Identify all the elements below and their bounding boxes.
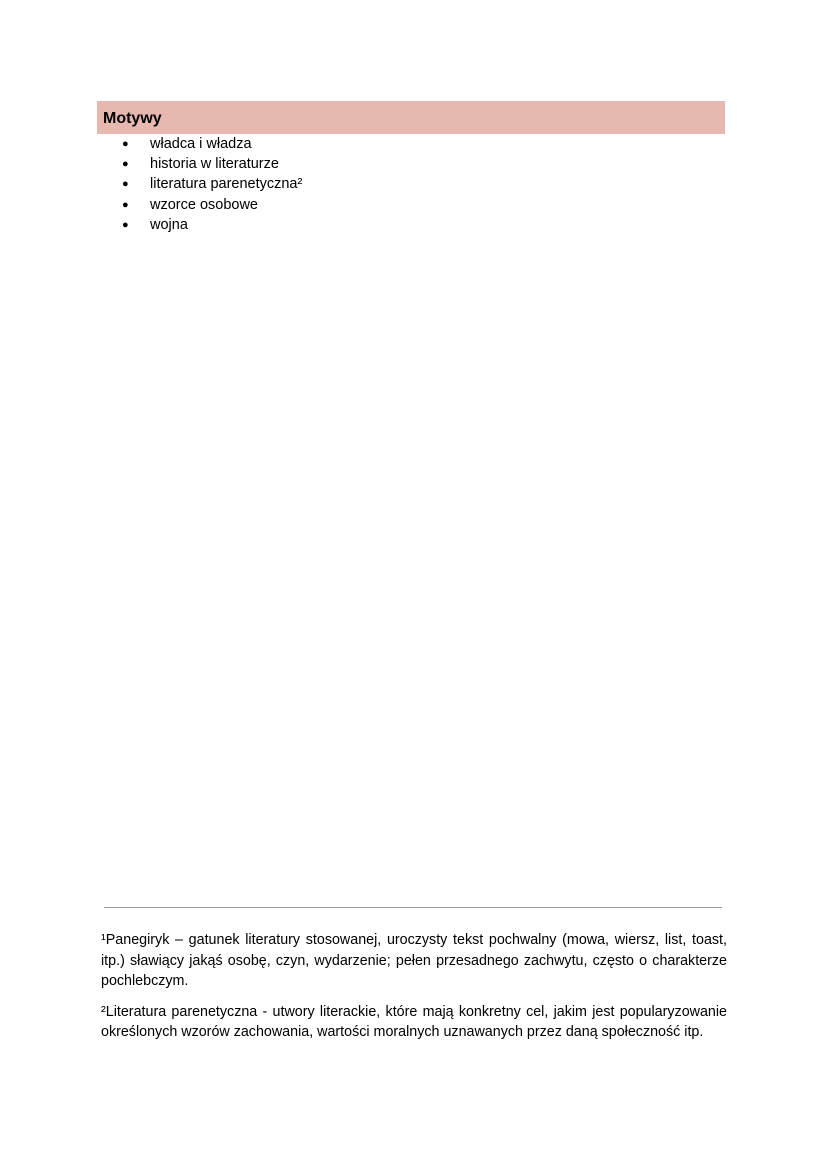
bullet-icon: ● bbox=[122, 198, 129, 211]
footnote-divider bbox=[104, 907, 722, 908]
motif-list bbox=[122, 134, 302, 235]
footnote-literatura-parenetyczna: ²Literatura parenetyczna - utwory literackie, które mają konkretny cel, jakim jest popularyzowanie określonych wzorów zachowania, wartości moralnych uznawanych przez daną społeczność itp. bbox=[101, 1003, 727, 1040]
bullet-icon: ● bbox=[122, 218, 129, 231]
section-header-motywy bbox=[97, 101, 725, 134]
list-item-text: władca i władza bbox=[150, 135, 252, 152]
list-item bbox=[122, 195, 302, 215]
list-item bbox=[122, 134, 302, 154]
list-item-text: wzorce osobowe bbox=[150, 196, 258, 213]
bullet-icon: ● bbox=[122, 137, 129, 150]
list-item-text: wojna bbox=[150, 217, 188, 234]
list-item-text: literatura parenetyczna² bbox=[150, 176, 303, 193]
list-item-text: historia w literaturze bbox=[150, 156, 279, 173]
list-item bbox=[122, 215, 302, 235]
list-item bbox=[122, 175, 302, 195]
section-title: Motywy bbox=[103, 110, 162, 127]
footnote-panegiryk: ¹Panegiryk – gatunek literatury stosowanej, uroczysty tekst pochwalny (mowa, wiersz, list, toast, itp.) sławiący jakąś osobę, czyn, wydarzenie; pełen przesadnego zachwytu, często o charakterze pochlebczym. bbox=[101, 932, 727, 989]
bullet-icon: ● bbox=[122, 157, 129, 170]
bullet-icon: ● bbox=[122, 178, 129, 191]
footnotes bbox=[101, 930, 727, 1053]
list-item bbox=[122, 154, 302, 174]
